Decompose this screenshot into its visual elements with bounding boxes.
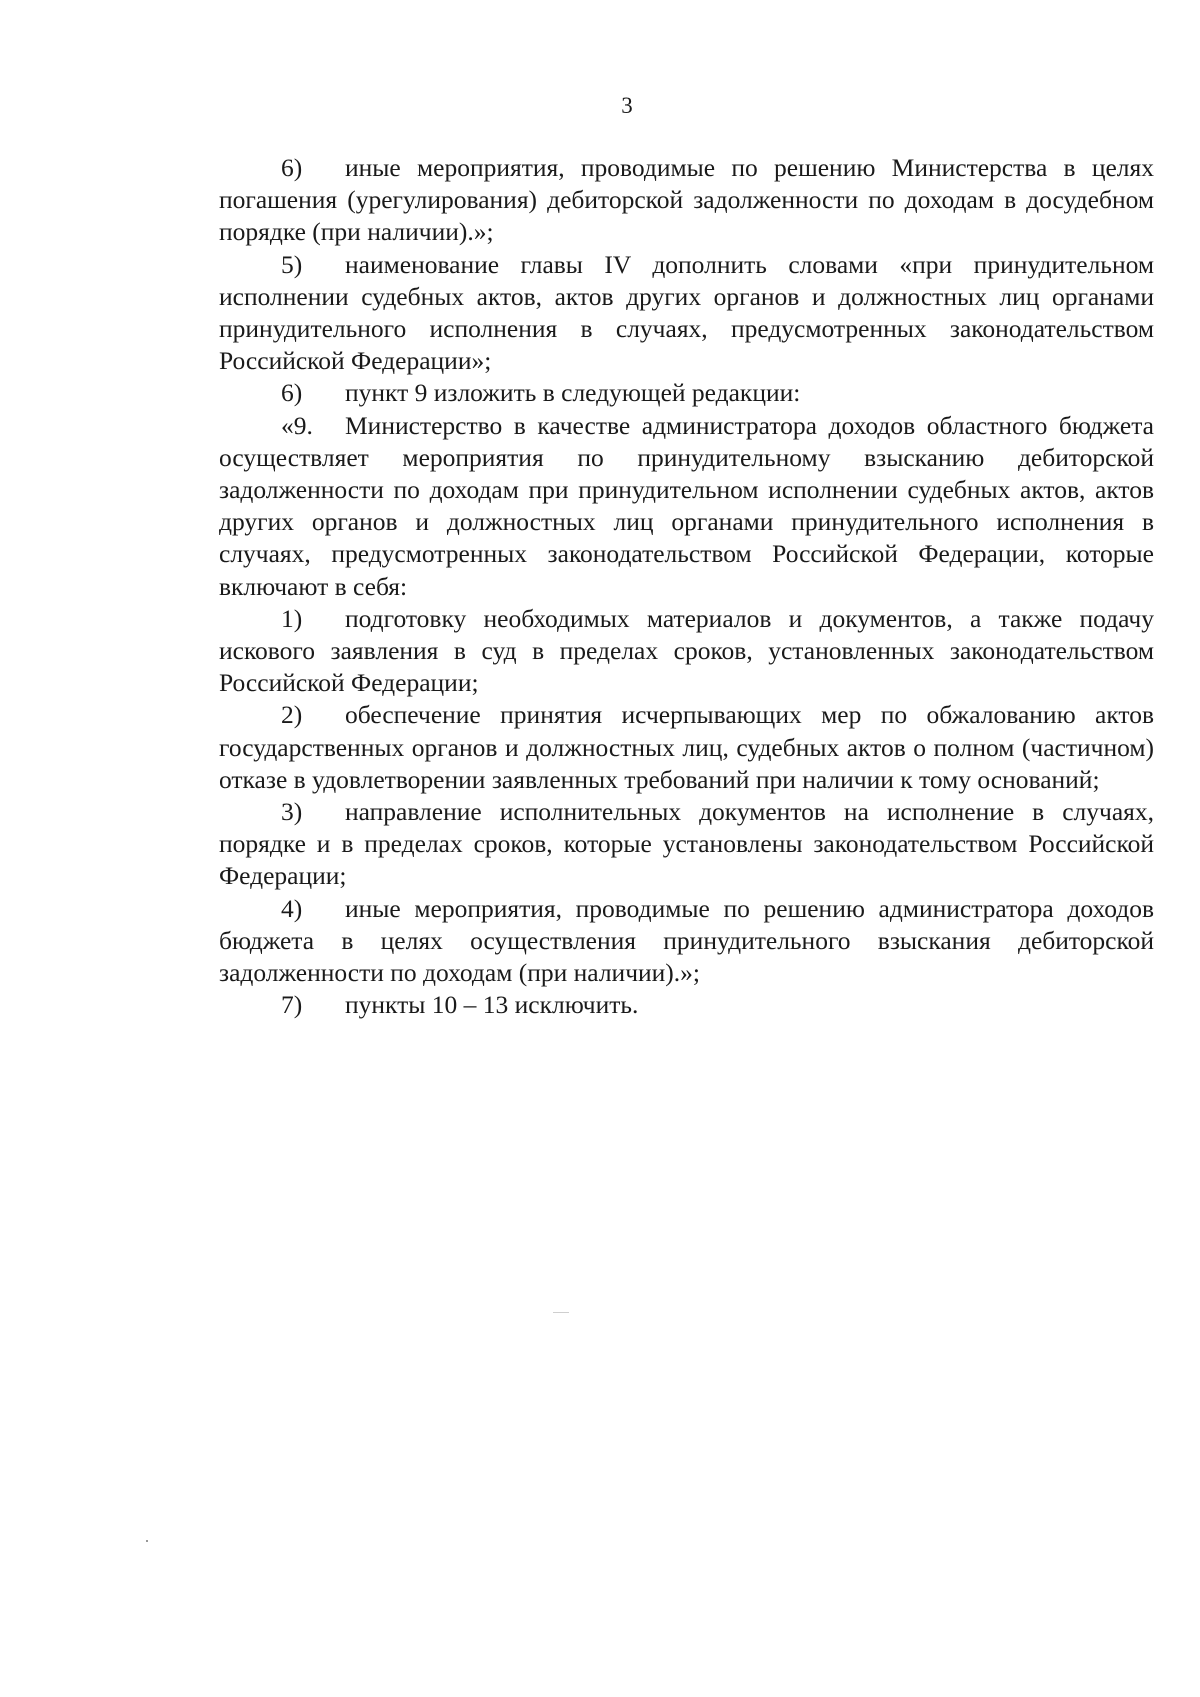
item-number: «9. [281, 410, 313, 440]
item-number: 1) [281, 603, 303, 633]
scan-artifact-line [553, 1312, 569, 1313]
item-text: направление исполнительных документов на исполнение в случаях, порядке и в пределах сроков, которые установлены законодательством Российской Федерации; [219, 797, 1154, 891]
paragraph-item [219, 377, 1154, 409]
item-text: пункты 10 – 13 исключить. [345, 990, 639, 1020]
item-text: иные мероприятия, проводимые по решению Министерства в целях погашения (урегулирования) дебиторской задолженности по доходам в досудебном порядке (при наличии).»; [219, 153, 1154, 247]
item-text: Министерство в качестве администратора доходов областного бюджета осуществляет мероприятия по принудительному взысканию дебиторской задолженности по доходам при принудительном исполнении судебных актов, актов других органов и должностных лиц органами принудительного исполнения в случаях, предусмотренных законодательством Российской Федерации, которые включают в себя: [219, 410, 1154, 601]
item-text: подготовку необходимых материалов и документов, а также подачу искового заявления в суд в пределах сроков, установленных законодательством Российской Федерации; [219, 603, 1154, 698]
paragraph-item [219, 893, 1154, 990]
item-text: иные мероприятия, проводимые по решению администратора доходов бюджета в целях осуществления принудительного взыскания дебиторской задолженности по доходам (при наличии).»; [219, 893, 1154, 988]
item-number: 3) [281, 797, 303, 827]
item-text: пункт 9 изложить в следующей редакции: [345, 378, 801, 408]
paragraph-item [219, 603, 1154, 700]
paragraph-item [219, 796, 1154, 893]
item-number: 4) [281, 893, 303, 923]
item-number: 6) [281, 378, 303, 408]
item-number: 5) [281, 249, 303, 279]
document-body [219, 152, 1154, 1021]
paragraph-item [219, 699, 1154, 796]
item-number: 2) [281, 700, 303, 730]
item-number: 6) [281, 153, 303, 182]
item-text: наименование главы IV дополнить словами «при принудительном исполнении судебных актов, актов других органов и должностных лиц органами принудительного исполнения в случаях, предусмотренных законодательством Российской Федерации»; [219, 249, 1154, 376]
page-number: 3 [621, 93, 633, 118]
paragraph-item [219, 410, 1154, 603]
item-text: обеспечение принятия исчерпывающих мер по обжалованию актов государственных органов и должностных лиц, судебных актов о полном (частичном) отказе в удовлетворении заявленных требований при наличии к тому оснований; [219, 700, 1154, 794]
paragraph-item [219, 989, 1154, 1021]
paragraph-item [219, 249, 1154, 378]
scan-artifact-speck [146, 1540, 148, 1542]
item-number: 7) [281, 990, 303, 1020]
paragraph-item [219, 152, 1154, 249]
